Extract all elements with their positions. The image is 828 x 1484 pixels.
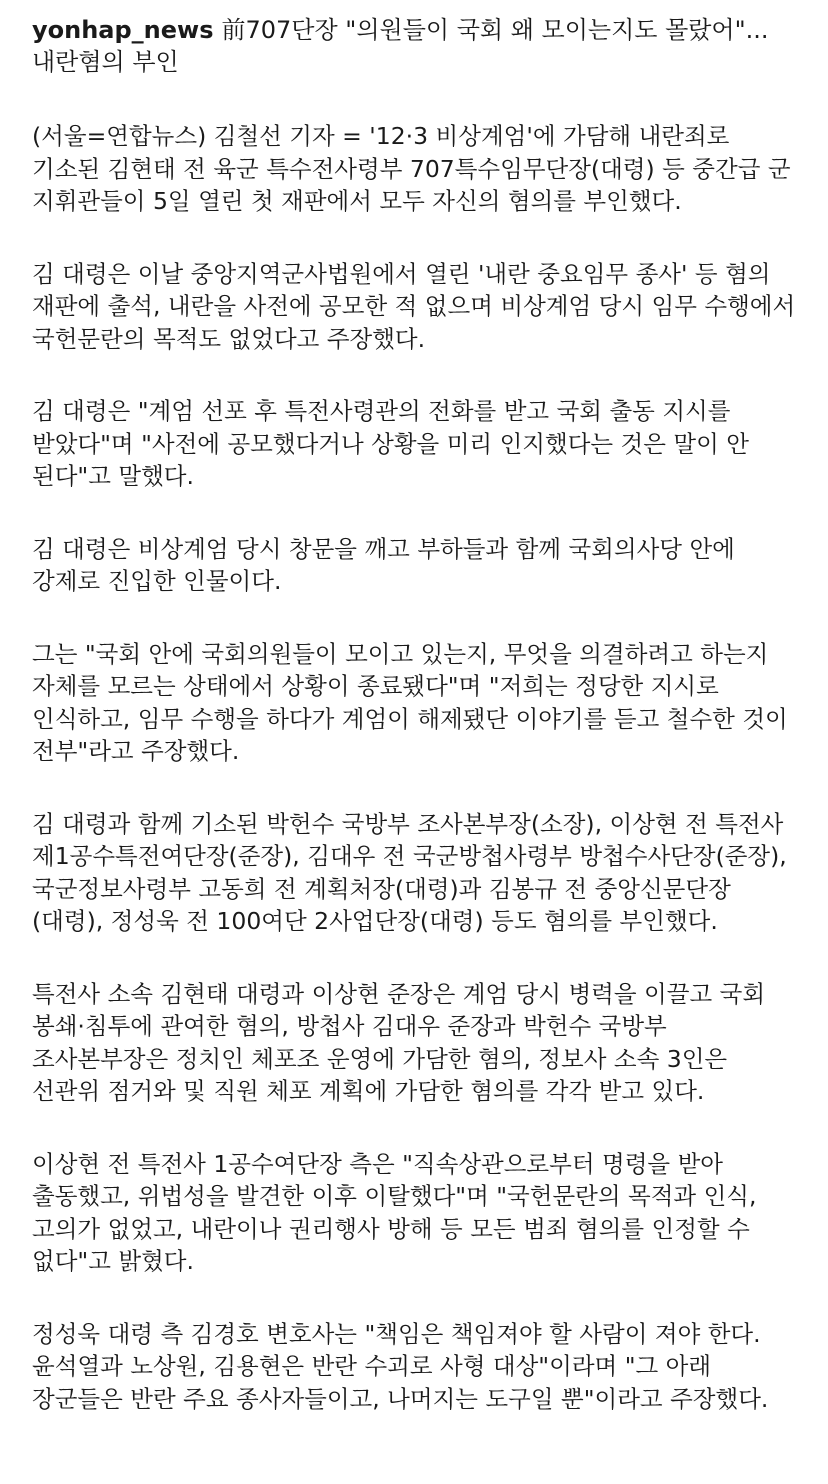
- article-paragraph-1: (서울=연합뉴스) 김철선 기자 = '12·3 비상계엄'에 가담해 내란죄로 기소된 김현태 전 육군 특수전사령부 707특수임무단장(대령) 등 중간급 군 지휘관들이 5일 열린 첫 재판에서 모두 자신의 혐의를 부인했다.: [32, 122, 791, 215]
- post-caption: [32, 14, 796, 1415]
- article-paragraph-8: 이상현 전 특전사 1공수여단장 측은 "직속상관으로부터 명령을 받아 출동했고, 위법성을 발견한 이후 이탈했다"며 "국헌문란의 목적과 인식, 고의가 없었고, 내란이나 권리행사 방해 등 모든 범죄 혐의를 인정할 수 없다"고 밝혔다.: [32, 1149, 757, 1275]
- spacer: [32, 493, 796, 533]
- article-paragraph-4: 김 대령은 비상계엄 당시 창문을 깨고 부하들과 함께 국회의사당 안에 강제로 진입한 인물이다.: [32, 534, 735, 595]
- spacer: [32, 768, 796, 808]
- spacer: [32, 1278, 796, 1318]
- spacer: [32, 938, 796, 978]
- article-paragraph-6: 김 대령과 함께 기소된 박헌수 국방부 조사본부장(소장), 이상현 전 특전사 제1공수특전여단장(준장), 김대우 전 국군방첩사령부 방첩수사단장(준장), 국군정보사령부 고동희 전 계획처장(대령)과 김봉규 전 중앙신문단장(대령), 정성욱 전 100여단 2사업단장(대령) 등도 혐의를 부인했다.: [32, 809, 787, 935]
- spacer: [32, 355, 796, 395]
- article-paragraph-9: 정성욱 대령 측 김경호 변호사는 "책임은 책임져야 할 사람이 져야 한다. 윤석열과 노상원, 김용현은 반란 수괴로 사형 대상"이라며 "그 아래 장군들은 반란 주요 종사자들이고, 나머지는 도구일 뿐"이라고 주장했다.: [32, 1319, 769, 1413]
- article-paragraph-7: 특전사 소속 김현태 대령과 이상현 준장은 계엄 당시 병력을 이끌고 국회 봉쇄·침투에 관여한 혐의, 방첩사 김대우 준장과 박헌수 국방부 조사본부장은 정치인 체포조 운영에 가담한 혐의, 정보사 소속 3인은 선관위 점거와 및 직원 체포 계획에 가담한 혐의를 각각 받고 있다.: [32, 979, 766, 1105]
- article-paragraph-5: 그는 "국회 안에 국회의원들이 모이고 있는지, 무엇을 의결하려고 하는지 자체를 모르는 상태에서 상황이 종료됐다"며 "저희는 정당한 지시로 인식하고, 임무 수행을 하다가 계엄이 해제됐단 이야기를 듣고 철수한 것이 전부"라고 주장했다.: [32, 639, 788, 765]
- article-paragraph-2: 김 대령은 이날 중앙지역군사법원에서 열린 '내란 중요임무 종사' 등 혐의 재판에 출석, 내란을 사전에 공모한 적 없으며 비상계엄 당시 임무 수행에서 국헌문란의 목적도 없었다고 주장했다.: [32, 259, 796, 353]
- headline-text: 前707단장 "의원들이 국회 왜 모이는지도 몰랐어"... 내란혐의 부인: [32, 16, 769, 76]
- caption-header: [32, 14, 796, 78]
- spacer: [32, 218, 796, 258]
- spacer: [32, 78, 796, 120]
- username-link[interactable]: yonhap_news: [32, 16, 214, 44]
- spacer: [32, 598, 796, 638]
- article-paragraph-3: 김 대령은 "계엄 선포 후 특전사령관의 전화를 받고 국회 출동 지시를 받았다"며 "사전에 공모했다거나 상황을 미리 인지했다는 것은 말이 안 된다"고 말했다.: [32, 397, 750, 490]
- spacer: [32, 1108, 796, 1148]
